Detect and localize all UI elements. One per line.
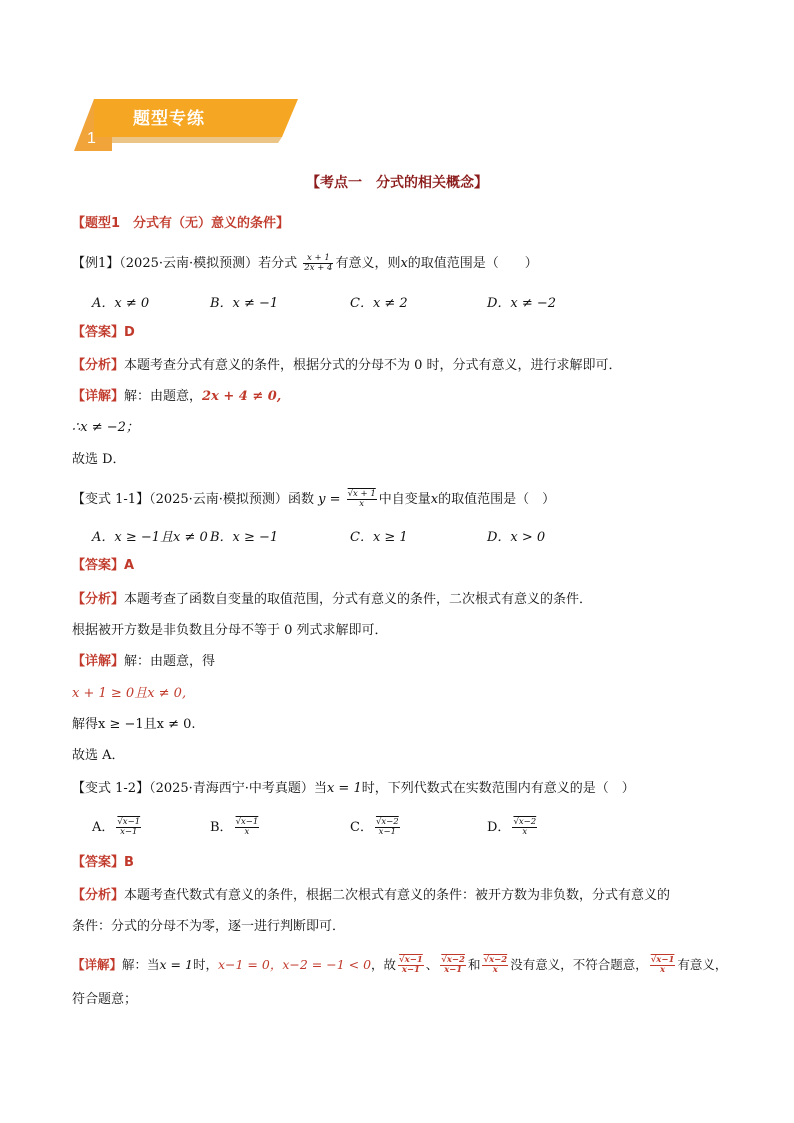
v11-answer: 【答案】A <box>72 558 135 573</box>
v12-question: 【变式 1-2】（2025·青海西宁·中考真题）当x = 1时，下列代数式在实数范围内有意义的是（ ） <box>72 781 635 796</box>
v12-option-b: B． $\frac{√x-1}{x}$ <box>210 817 259 837</box>
banner-title: 题型专练 <box>133 109 205 129</box>
ex1-fraction: $\frac{x + 1}{2x + 4}$ <box>304 253 333 273</box>
v11-conclusion: 故选 A． <box>72 748 125 763</box>
ex1-option-a: A．x ≠ 0 <box>92 296 150 311</box>
v11-option-b: B．x ≥ −1 <box>210 530 279 545</box>
ex1-step2: ∴x ≠ −2； <box>72 420 139 435</box>
ex1-option-d: D．x ≠ −2 <box>487 296 557 311</box>
v11-analysis2: 根据被开方数是非负数且分母不等于 0 列式求解即可． <box>72 623 388 638</box>
v12-analysis2: 条件：分式的分母不为零，逐一进行判断即可． <box>72 919 346 934</box>
ex1-analysis: 【分析】本题考查分式有意义的条件，根据分式的分母不为 0 时，分式有意义，进行求解即可． <box>72 358 622 373</box>
v11-solve: 解得x ≥ −1且x ≠ 0. <box>72 717 196 732</box>
v12-analysis: 【分析】本题考查代数式有意义的条件，根据二次根式有意义的条件：被开方数为非负数，分式有意义的 <box>72 888 671 903</box>
ex1-option-b: B．x ≠ −1 <box>210 296 279 311</box>
v11-analysis: 【分析】本题考查了函数自变量的取值范围，分式有意义的条件，二次根式有意义的条件． <box>72 592 593 607</box>
v11-option-c: C．x ≥ 1 <box>350 530 408 545</box>
v12-option-a: A． $\frac{√x-1}{x-1}$ <box>92 817 141 837</box>
section-title: 【考点一 分式的相关概念】 <box>306 175 488 191</box>
v12-detail: 【详解】解：当x = 1时，x−1 = 0，x−2 = −1 < 0，故 $\frac{√x-1}{x-1}$ 、 $\frac{√x-2}{x-1}$ 和 $\frac{√x-2}{x}$ 没有意义，不符合题意， $\frac{√x-1}{x}$ 有意义， <box>72 955 728 975</box>
type1-title: 【题型1 分式有（无）意义的条件】 <box>72 216 290 231</box>
v12-answer: 【答案】B <box>72 855 134 870</box>
v11-question: 【变式 1-1】（2025·云南·模拟预测）函数 y = $\frac{√x + 1}{x}$ 中自变量x的取值范围是（ ） <box>72 489 556 509</box>
v11-condition: x + 1 ≥ 0且x ≠ 0, <box>72 686 187 701</box>
ex1-option-c: C．x ≠ 2 <box>350 296 408 311</box>
v11-detail: 【详解】解：由题意，得 <box>72 654 216 669</box>
banner-number: 1 <box>87 130 96 147</box>
v12-detail-last: 符合题意； <box>72 992 138 1007</box>
ex1-answer: 【答案】D <box>72 325 135 340</box>
v11-option-d: D．x > 0 <box>487 530 546 545</box>
ex1-question: 【例1】（2025·云南·模拟预测）若分式 $\frac{x + 1}{2x + 4}$ 有意义，则x的取值范围是（ ） <box>72 253 538 273</box>
v11-fraction: $\frac{√x + 1}{x}$ <box>347 489 376 509</box>
ex1-detail: 【详解】解：由题意，2x + 4 ≠ 0, <box>72 389 282 404</box>
v11-option-a: A．x ≥ −1且x ≠ 0 <box>92 530 208 545</box>
v12-option-d: D． $\frac{√x-2}{x}$ <box>487 817 537 837</box>
ex1-conclusion: 故选 D． <box>72 452 126 467</box>
v12-option-c: C． $\frac{√x-2}{x-1}$ <box>350 817 399 837</box>
